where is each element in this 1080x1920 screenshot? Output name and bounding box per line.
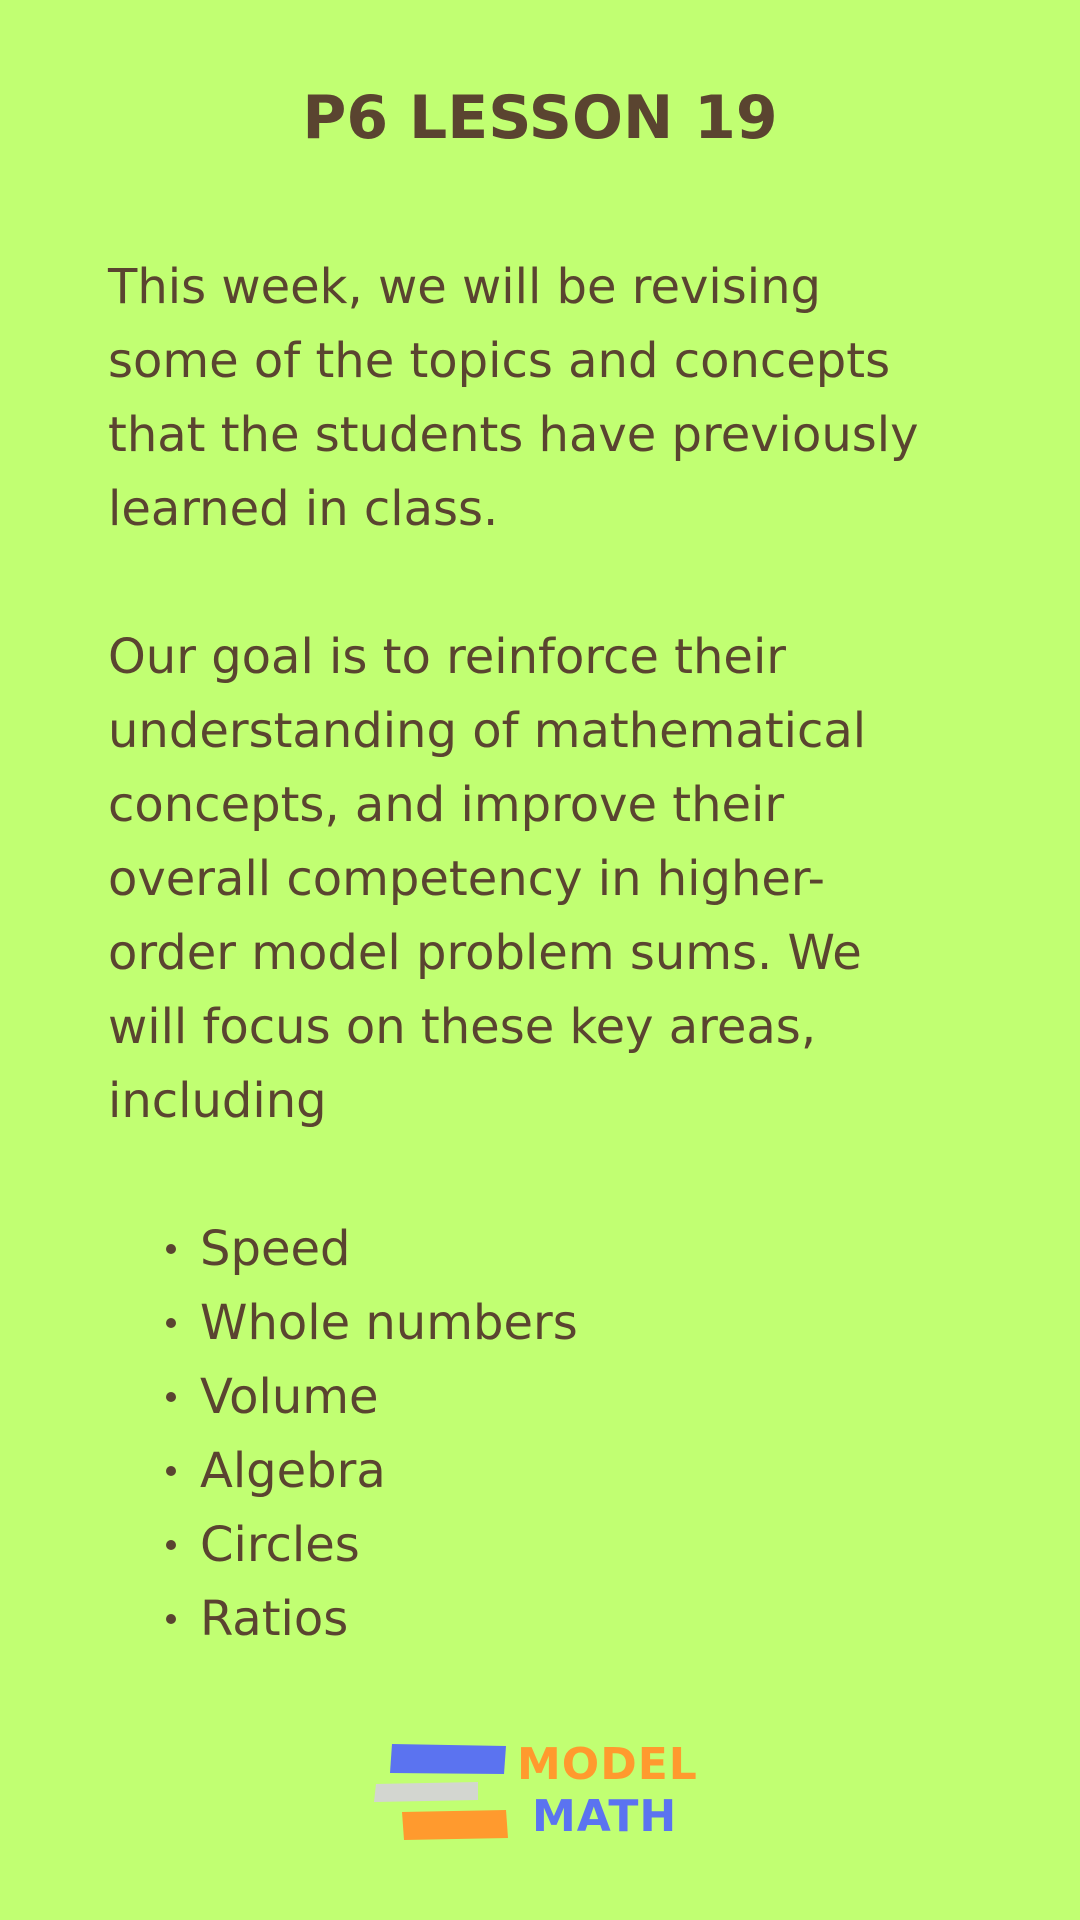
model-math-logo <box>372 1740 712 1846</box>
goal-paragraph <box>108 620 1008 1138</box>
goal-line: concepts, and improve their <box>108 777 785 833</box>
bullet-icon <box>166 1244 176 1254</box>
topic-item-circles <box>160 1508 1008 1582</box>
intro-paragraph <box>108 250 1008 546</box>
bullet-icon <box>166 1466 176 1476</box>
lesson-content <box>108 250 1008 1656</box>
logo-model-text: MODEL <box>517 1739 698 1790</box>
logo-math-text: MATH <box>532 1791 678 1842</box>
topic-label: Algebra <box>200 1443 386 1499</box>
goal-line: including <box>108 1073 327 1129</box>
intro-line: learned in class. <box>108 481 499 537</box>
intro-line: some of the topics and concepts <box>108 333 891 389</box>
topic-item-whole-numbers <box>160 1286 1008 1360</box>
bullet-icon <box>166 1614 176 1624</box>
bullet-icon <box>166 1318 176 1328</box>
topic-item-speed <box>160 1212 1008 1286</box>
topic-label: Volume <box>200 1369 379 1425</box>
goal-line: will focus on these key areas, <box>108 999 817 1055</box>
topic-label: Whole numbers <box>200 1295 578 1351</box>
topic-item-algebra <box>160 1434 1008 1508</box>
goal-line: Our goal is to reinforce their <box>108 629 787 685</box>
bullet-icon <box>166 1392 176 1402</box>
goal-line: order model problem sums. We <box>108 925 862 981</box>
topic-item-ratios <box>160 1582 1008 1656</box>
topic-label: Circles <box>200 1517 360 1573</box>
intro-line: This week, we will be revising <box>108 259 821 315</box>
topic-label: Ratios <box>200 1591 349 1647</box>
intro-line: that the students have previously <box>108 407 919 463</box>
topic-item-volume <box>160 1360 1008 1434</box>
topic-label: Speed <box>200 1221 351 1277</box>
bullet-icon <box>166 1540 176 1550</box>
page-title: P6 LESSON 19 <box>302 83 778 153</box>
goal-line: understanding of mathematical <box>108 703 867 759</box>
stacked-books-icon <box>372 1740 512 1846</box>
topics-list <box>108 1212 1008 1656</box>
goal-line: overall competency in higher- <box>108 851 825 907</box>
